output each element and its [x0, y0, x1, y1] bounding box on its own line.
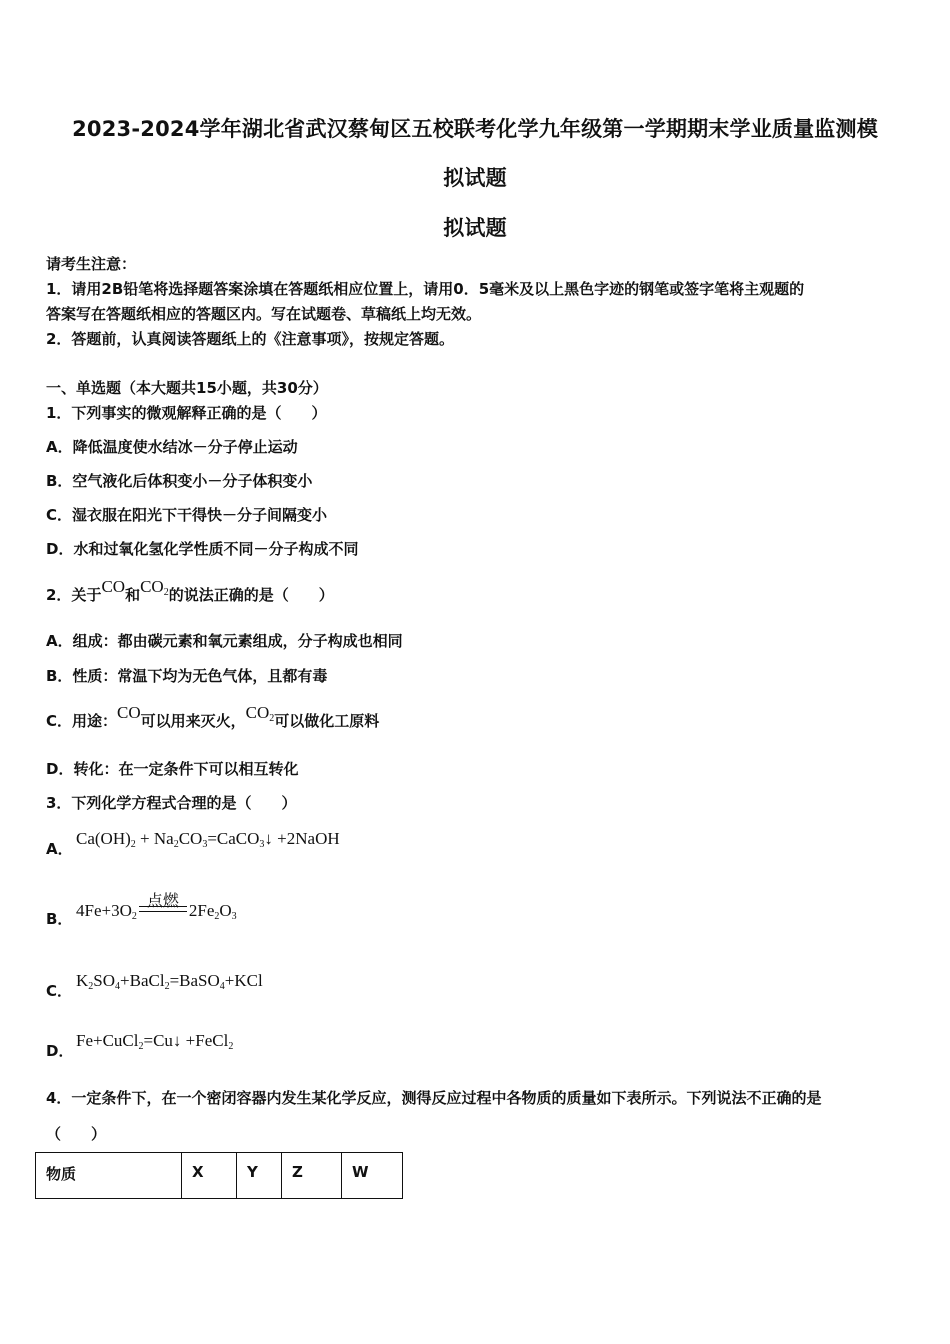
equation-a: $Ca(OH)_2$ + $Na_2CO_3=CaCO_3↓$ +2NaOH [76, 829, 340, 850]
question-2-option-d: D．转化：在一定条件下可以相互转化 [46, 760, 299, 778]
question-2-stem [46, 577, 334, 606]
notice-heading: 请考生注意： [46, 255, 137, 273]
reaction-condition-arrow: 点燃 [137, 910, 189, 916]
question-1-stem: 1．下列事实的微观解释正确的是（ ） [46, 404, 327, 422]
q2-formula-co2: $CO_2$ [140, 577, 169, 598]
page-subtitle: 拟试题 [443, 216, 507, 240]
question-2-option-b: B．性质：常温下均为无色气体，且都有毒 [46, 667, 328, 685]
q2-suffix: 的说法正确的是（ ） [168, 586, 334, 604]
question-4-stem: 4．一定条件下，在一个密闭容器内发生某化学反应，测得反应过程中各物质的质量如下表所示。下列说法不正确的是 [46, 1089, 822, 1107]
table-header-z: Z [282, 1153, 342, 1199]
table-header-y: Y [237, 1153, 282, 1199]
question-3-option-b: B． $4Fe+3O_2$ 点燃 $2Fe_2O_3$ [46, 891, 237, 928]
question-1-option-d: D．水和过氧化氢化学性质不同－分子构成不同 [46, 540, 359, 558]
notice-line-2: 答案写在答题纸相应的答题区内。写在试题卷、草稿纸上均无效。 [46, 305, 482, 323]
table-header-substance: 物质 [36, 1153, 182, 1199]
question-4-stem-continued: （ ） [46, 1125, 107, 1143]
notice-line-3: 2．答题前，认真阅读答题纸上的《注意事项》，按规定答题。 [46, 330, 454, 348]
equation-d: Fe+CuCl$_2$=Cu↓ +FeCl$_2$ [76, 1031, 234, 1052]
q2-formula-co: CO [101, 577, 126, 596]
page-title-continued: 拟试题 [443, 166, 507, 190]
table-header-x: X [182, 1153, 237, 1199]
q2-prefix: 2．关于 [46, 586, 102, 604]
table-header-w: W [342, 1153, 403, 1199]
question-3-option-a: A．$Ca(OH)_2$ + $Na_2CO_3=CaCO_3↓$ +2NaOH [46, 829, 340, 858]
page-title: 2023-2024学年湖北省武汉蔡甸区五校联考化学九年级第一学期期末学业质量监测模 [72, 117, 878, 141]
q2-and: 和 [125, 586, 141, 604]
q2c-formula-co2: $CO_2$ [245, 703, 275, 724]
notice-line-1: 1．请用2B铅笔将选择题答案涂填在答题纸相应位置上，请用0．5毫米及以上黑色字迹的钢笔或签字笔将主观题的 [46, 280, 805, 298]
question-1-option-c: C．湿衣服在阳光下干得快－分子间隔变小 [46, 506, 328, 524]
question-2-option-c: C．用途：CO可以用来灭火，$CO_2$可以做化工原料 [46, 703, 380, 730]
question-3-option-d: D．Fe+CuCl$_2$=Cu↓ +FeCl$_2$ [46, 1031, 234, 1060]
table-row [36, 1153, 403, 1199]
q2c-formula-co: CO [117, 703, 141, 722]
section-heading: 一、单选题（本大题共15小题，共30分） [46, 379, 328, 397]
equation-c: $K_2SO_4+BaCl_2=BaSO_4+KCl$ [76, 971, 263, 992]
question-3-option-c: C．$K_2SO_4+BaCl_2=BaSO_4+KCl$ [46, 971, 263, 1000]
equation-b: $4Fe+3O_2$ 点燃 $2Fe_2O_3$ [76, 891, 237, 922]
mass-table [35, 1152, 403, 1199]
question-2-option-a: A．组成：都由碳元素和氧元素组成，分子构成也相同 [46, 632, 403, 650]
question-1-option-b: B．空气液化后体积变小－分子体积变小 [46, 472, 313, 490]
question-3-stem: 3．下列化学方程式合理的是（ ） [46, 794, 297, 812]
question-1-option-a: A．降低温度使水结冰－分子停止运动 [46, 438, 298, 456]
